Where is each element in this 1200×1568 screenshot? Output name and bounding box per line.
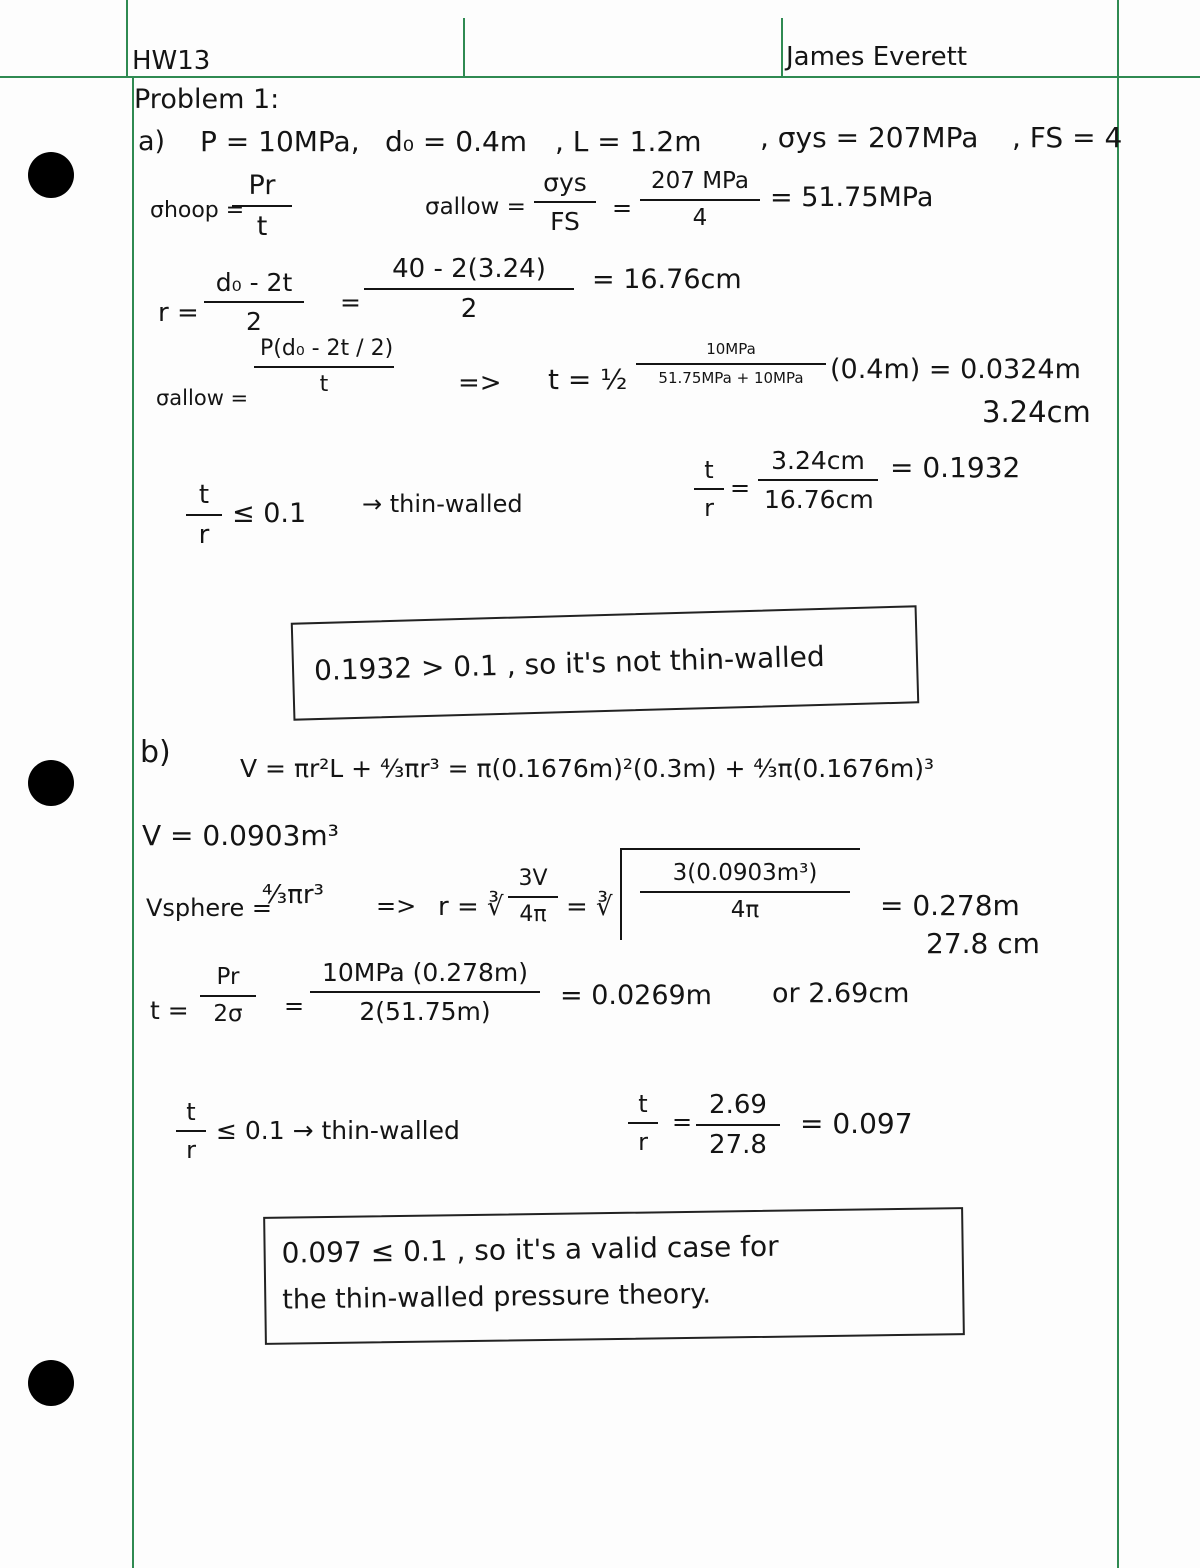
top-margin-line: [0, 76, 1200, 78]
ratio-b-symbol: [628, 1092, 658, 1154]
hoop-stress-fraction: [232, 172, 292, 240]
criterion-b-ratio: [176, 1100, 206, 1162]
fraction-numerator: Pr: [200, 966, 256, 997]
radius-result: = 16.76cm: [592, 264, 742, 295]
part-b-conclusion-line1: 0.097 ≤ 0.1 , so it's a valid case for: [281, 1229, 779, 1270]
header-divider-2: [781, 18, 783, 76]
thickness-b-alt: or 2.69cm: [772, 978, 910, 1009]
criterion-ratio: [186, 482, 222, 548]
fraction-numerator: t: [176, 1100, 206, 1132]
fraction-numerator: d₀ - 2t: [204, 270, 304, 303]
thickness-b-fraction: [200, 966, 256, 1026]
fraction-numerator: Pr: [232, 172, 292, 207]
radius-lhs: r =: [158, 298, 199, 328]
thickness-expr-start: t = ½: [548, 363, 628, 396]
fraction-denominator: 2(51.75m): [359, 997, 491, 1026]
allowable-stress-fraction: [534, 170, 596, 234]
thickness-allow-fraction: [254, 338, 394, 396]
thickness-b-substituted: [310, 960, 540, 1024]
volume-equation: V = πr²L + ⁴⁄₃πr³ = π(0.1676m)²(0.3m) + ⁴⁄₃π(0.1676m)³: [240, 754, 934, 783]
sphere-substituted-fraction: [640, 862, 850, 922]
binder-hole: [28, 1360, 74, 1406]
left-margin-line-lower: [132, 76, 134, 1568]
problem-title: Problem 1:: [134, 84, 280, 115]
volume-result: V = 0.0903m³: [142, 819, 339, 852]
fraction-denominator: 2: [460, 294, 478, 324]
fraction-numerator: P(d₀ - 2t / 2): [254, 338, 394, 368]
ratio-value-fraction: [758, 448, 878, 512]
radius-fraction: [204, 270, 304, 334]
right-margin-line: [1117, 0, 1119, 1568]
left-margin-line: [126, 0, 128, 76]
assignment-label: HW13: [132, 46, 211, 76]
binder-hole: [28, 760, 74, 806]
fraction-denominator: 4: [692, 205, 708, 231]
part-a-conclusion: 0.1932 > 0.1 , so it's not thin-walled: [313, 639, 826, 688]
sphere-radius-result: = 0.278m: [880, 889, 1020, 922]
allowable-value-fraction: [640, 170, 760, 230]
fraction-denominator: r: [704, 494, 714, 522]
fraction-numerator: 3V: [508, 868, 558, 898]
fraction-numerator: 3.24cm: [758, 448, 878, 481]
fraction-denominator: 2σ: [213, 1001, 243, 1027]
hoop-stress-lhs: σhoop =: [150, 198, 245, 223]
header-divider-1: [463, 18, 465, 76]
ratio-b-value-fraction: [696, 1092, 780, 1158]
ratio-symbol: [694, 458, 724, 520]
part-b-conclusion-box: [263, 1207, 965, 1345]
fraction-denominator: 51.75MPa + 10MPa: [658, 369, 804, 387]
implies-arrow: =>: [376, 892, 417, 920]
thickness-result-cm: 3.24cm: [982, 395, 1091, 429]
equals-sign: =: [612, 194, 633, 222]
fraction-denominator: 16.76cm: [764, 485, 874, 514]
equals-sign: =: [672, 1108, 693, 1136]
fraction-denominator: 27.8: [709, 1130, 767, 1160]
fraction-numerator: 207 MPa: [640, 170, 760, 201]
fraction-numerator: t: [694, 458, 724, 490]
fraction-numerator: 2.69: [696, 1092, 780, 1126]
part-b-label: b): [140, 735, 171, 770]
fraction-denominator: r: [198, 520, 210, 550]
fraction-denominator: 2: [246, 307, 262, 336]
equals-sign: =: [730, 474, 751, 502]
allowable-stress-result: = 51.75MPa: [770, 182, 934, 213]
fraction-numerator: t: [186, 482, 222, 516]
fraction-denominator: r: [186, 1136, 196, 1164]
given-diameter: d₀ = 0.4m: [385, 125, 528, 158]
sphere-radius-result-cm: 27.8 cm: [926, 927, 1040, 960]
fraction-denominator: t: [256, 211, 268, 242]
given-pressure: P = 10MPa,: [200, 125, 360, 158]
fraction-denominator: t: [319, 372, 329, 397]
fraction-numerator: 3(0.0903m³): [640, 862, 850, 893]
sphere-volume-lhs: Vsphere =: [146, 894, 272, 922]
student-name: James Everett: [786, 42, 968, 72]
fraction-numerator: t: [628, 1092, 658, 1124]
part-a-conclusion-box: [291, 605, 919, 720]
thickness-allow-lhs: σallow =: [156, 386, 249, 410]
given-yield-strength: , σys = 207MPa: [760, 121, 979, 154]
equals-sign: =: [340, 288, 361, 317]
part-a-label: a): [138, 126, 166, 157]
thickness-b-lhs: t =: [150, 996, 189, 1025]
fraction-denominator: r: [638, 1128, 648, 1156]
part-b-conclusion-line2: the thin-walled pressure theory.: [282, 1278, 712, 1316]
binder-hole: [28, 152, 74, 198]
criterion-b-condition: ≤ 0.1 → thin-walled: [216, 1116, 460, 1145]
thickness-expr-end: (0.4m) = 0.0324m: [830, 354, 1081, 385]
sphere-radius-fraction: [508, 868, 558, 926]
thickness-b-result: = 0.0269m: [560, 980, 712, 1011]
ratio-result: = 0.1932: [890, 451, 1021, 484]
fraction-numerator: 10MPa: [636, 342, 826, 365]
criterion-arrow-text: → thin-walled: [362, 490, 523, 518]
sphere-volume-expr: ⁴⁄₃πr³: [262, 880, 324, 910]
fraction-numerator: σys: [534, 170, 596, 203]
implies-arrow: =>: [458, 368, 502, 398]
fraction-denominator: FS: [550, 207, 580, 236]
allowable-stress-lhs: σallow =: [425, 194, 526, 220]
fraction-denominator: 4π: [519, 902, 547, 927]
sphere-radius-lhs: r = ∛: [438, 892, 504, 922]
equals-sign: =: [284, 992, 305, 1020]
fraction-denominator: 4π: [730, 897, 760, 923]
thickness-inner-fraction: [636, 342, 826, 386]
given-length: , L = 1.2m: [555, 125, 702, 158]
fraction-numerator: 40 - 2(3.24): [364, 256, 574, 290]
equals-cube-root: = ∛: [566, 892, 613, 922]
radius-substituted-fraction: [364, 256, 574, 322]
ratio-b-result: = 0.097: [800, 1107, 913, 1140]
criterion-condition: ≤ 0.1: [232, 498, 307, 529]
fraction-numerator: 10MPa (0.278m): [310, 960, 540, 993]
given-safety-factor: , FS = 4: [1012, 121, 1123, 154]
